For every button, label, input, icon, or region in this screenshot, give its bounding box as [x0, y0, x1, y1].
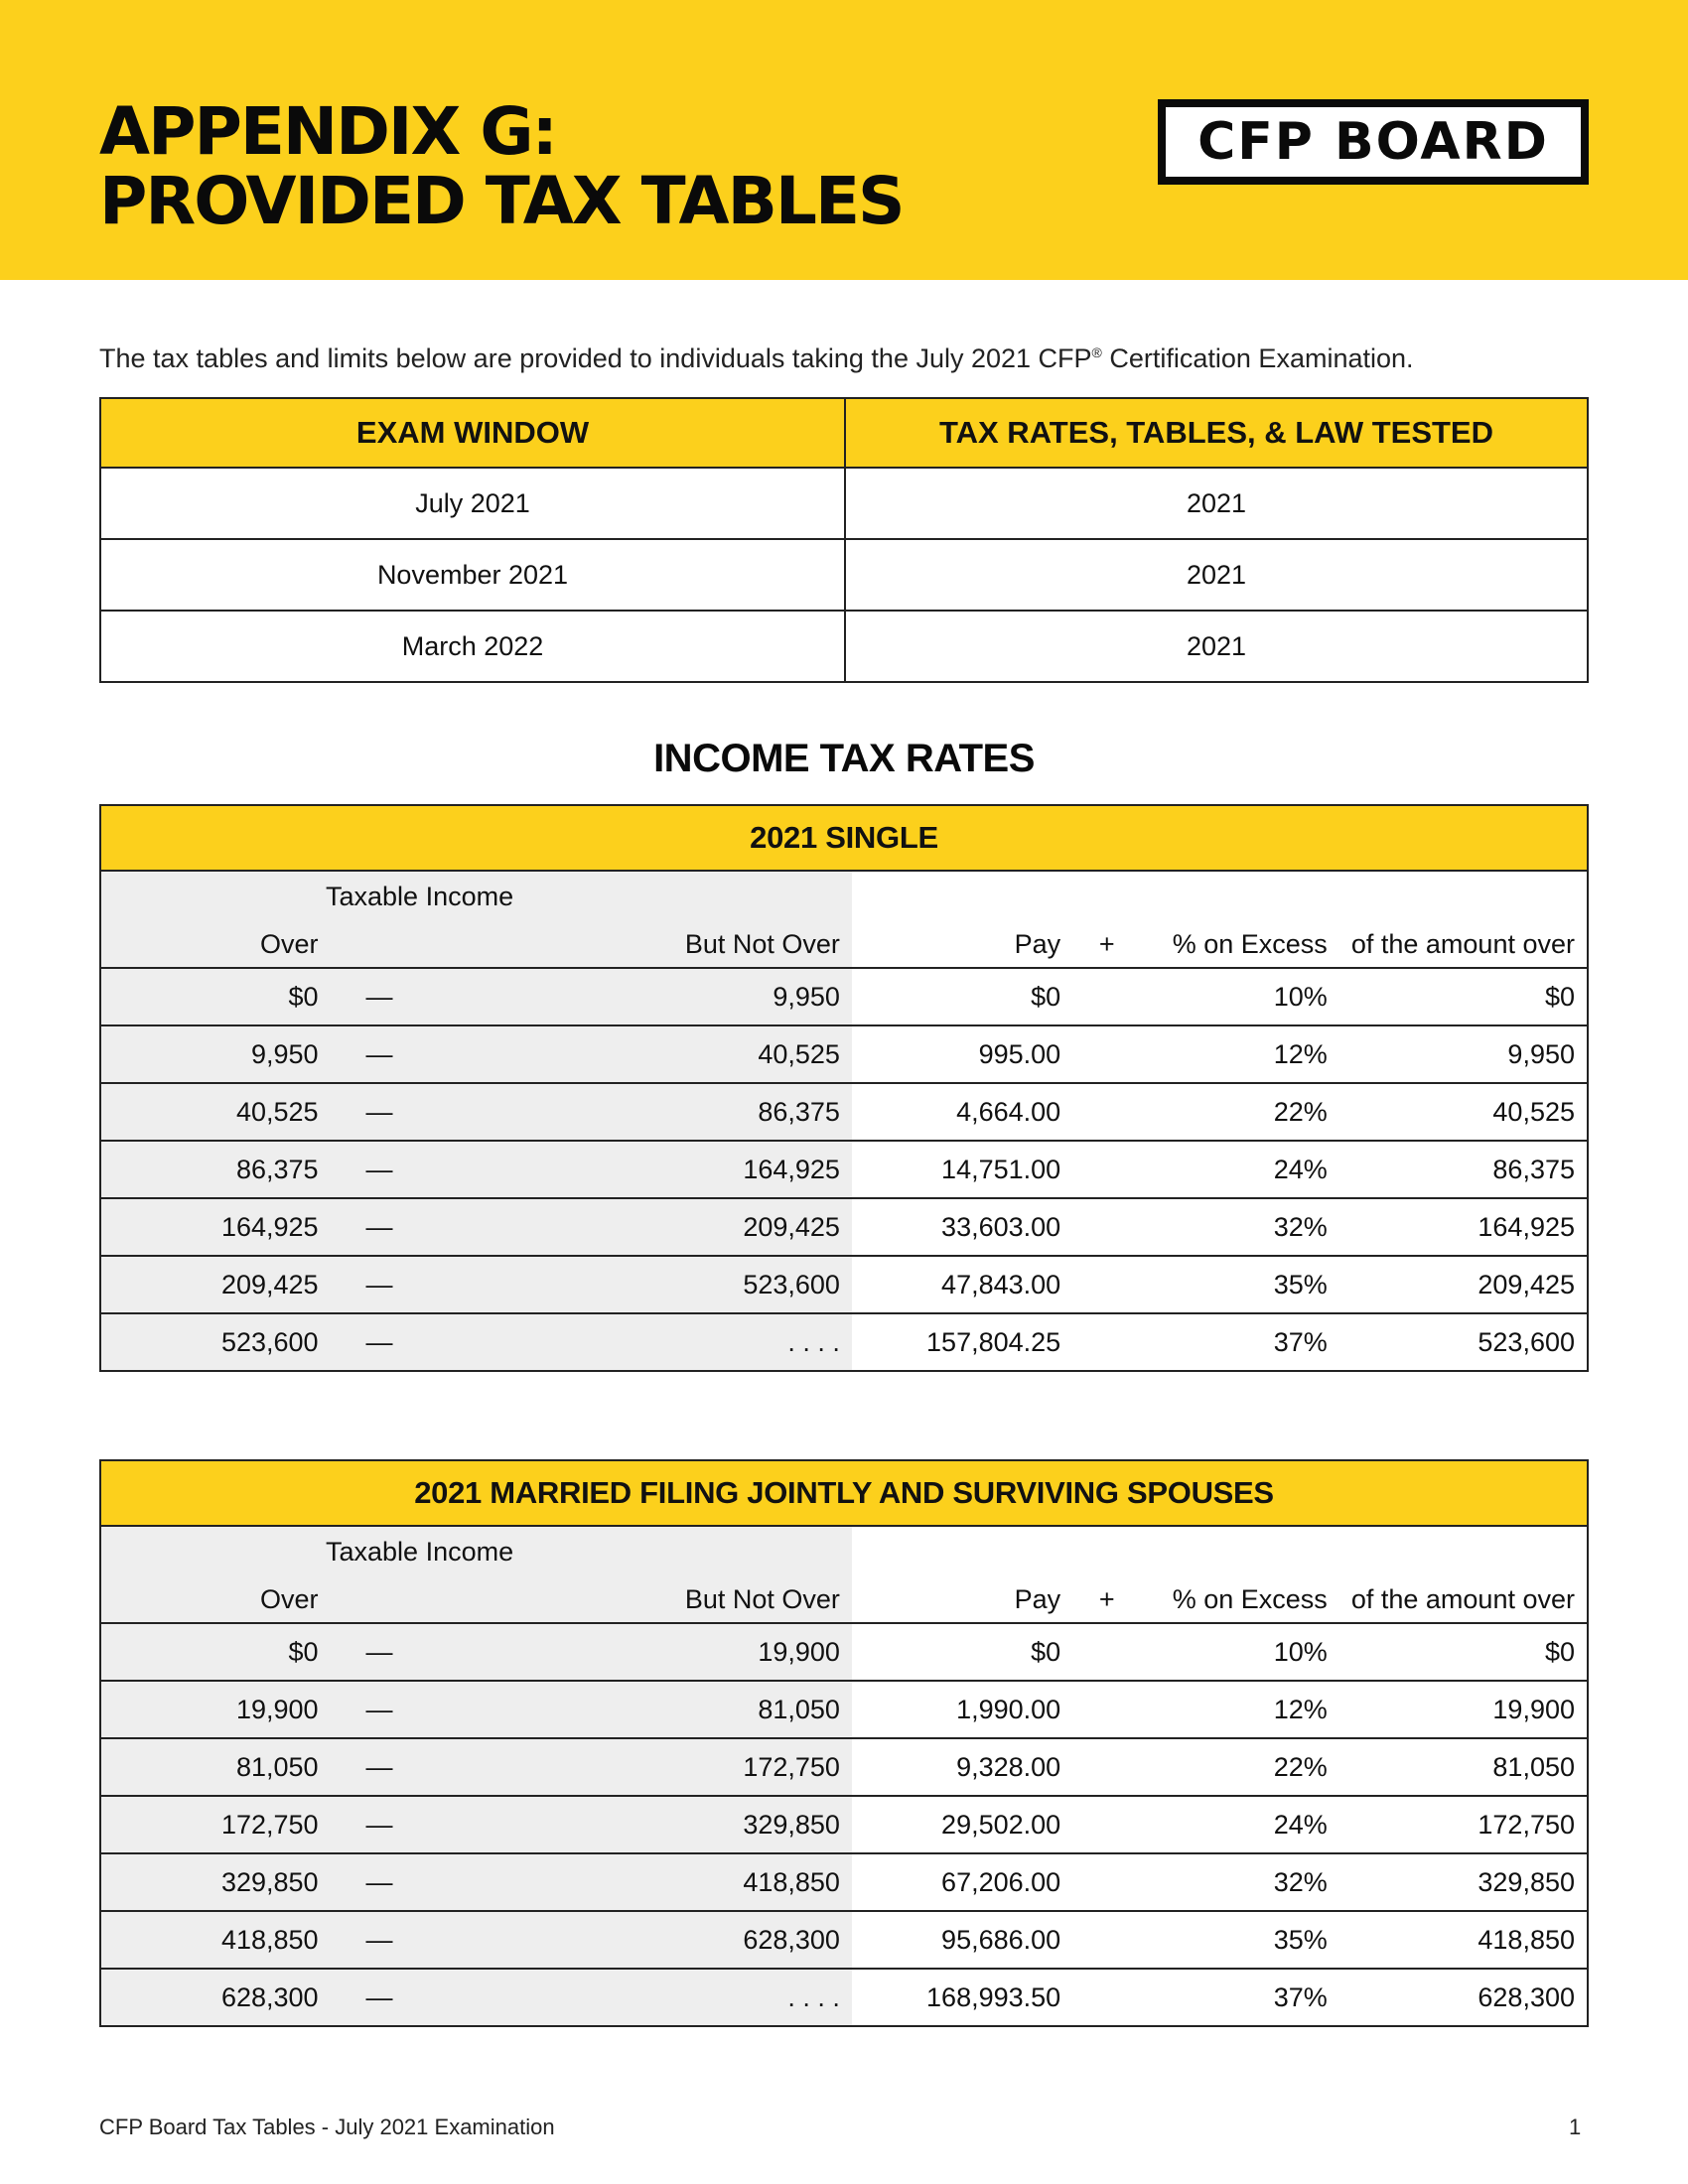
exam-window-cell: March 2022 [100, 611, 845, 682]
plus-cell [1072, 1911, 1141, 1969]
col-header-plus: + [1072, 922, 1141, 968]
plus-cell [1072, 1796, 1141, 1853]
exam-window-cell: November 2021 [100, 539, 845, 611]
pay-cell: 29,502.00 [852, 1796, 1072, 1853]
plus-cell [1072, 1623, 1141, 1681]
but-not-over-cell: 9,950 [428, 968, 851, 1025]
tax-year-cell: 2021 [845, 468, 1588, 539]
registered-mark: ® [1091, 344, 1102, 360]
but-not-over-cell: 19,900 [428, 1623, 851, 1681]
col-header-but-not-over: But Not Over [428, 1577, 851, 1623]
pay-cell: $0 [852, 968, 1072, 1025]
amount-over-cell: 329,850 [1339, 1853, 1588, 1911]
dash-cell: — [331, 1141, 429, 1198]
logo-text: CFP BOARD [1197, 112, 1549, 172]
plus-cell [1072, 1853, 1141, 1911]
table-row [100, 968, 1588, 1025]
table-row [100, 539, 1588, 611]
plus-cell [1072, 1198, 1141, 1256]
header-spacer [852, 871, 1588, 922]
table-row [100, 611, 1588, 682]
but-not-over-cell: 418,850 [428, 1853, 851, 1911]
table-row [100, 1681, 1588, 1738]
percent-cell: 37% [1273, 1326, 1328, 1357]
pay-cell: 14,751.00 [852, 1141, 1072, 1198]
but-not-over-cell: 86,375 [428, 1083, 851, 1141]
percent-cell: 12% [1141, 1025, 1338, 1083]
amount-over-cell: 19,900 [1339, 1681, 1588, 1738]
intro-paragraph [99, 343, 1609, 374]
table-row [100, 1911, 1588, 1969]
table-row [100, 1969, 1588, 2026]
but-not-over-cell: 523,600 [428, 1256, 851, 1313]
percent-cell: 10% [1141, 968, 1338, 1025]
exam-window-header-row [100, 398, 1588, 468]
over-cell: 209,425 [100, 1256, 331, 1313]
pay-cell: 33,603.00 [852, 1198, 1072, 1256]
col-header-over: Over [100, 1577, 331, 1623]
dash-cell: — [331, 1738, 429, 1796]
over-cell: 172,750 [100, 1796, 331, 1853]
over-cell: 418,850 [100, 1911, 331, 1969]
col-header-spacer [331, 1577, 429, 1623]
table-row [100, 1313, 1588, 1371]
married-joint-tax-table [99, 1459, 1589, 2027]
table-row [100, 1623, 1588, 1681]
table-row [100, 1025, 1588, 1083]
plus-cell [1072, 1083, 1141, 1141]
col-header-amount-over: of the amount over [1339, 1577, 1588, 1623]
percent-cell: 10% [1141, 1623, 1338, 1681]
col-header-over: Over [100, 922, 331, 968]
percent-cell: 35% [1141, 1256, 1338, 1313]
table-row [100, 1738, 1588, 1796]
percent-cell: 32% [1141, 1198, 1338, 1256]
over-cell: 523,600 [100, 1313, 331, 1371]
pay-cell: $0 [852, 1623, 1072, 1681]
page-title-line-2: PROVIDED TAX TABLES [99, 163, 904, 239]
dash-cell: — [331, 1256, 429, 1313]
tax-year-cell: 2021 [845, 539, 1588, 611]
col-header-plus: + [1072, 1577, 1141, 1623]
over-cell: $0 [100, 968, 331, 1025]
but-not-over-cell: . . . . [428, 1313, 851, 1371]
over-cell: 86,375 [100, 1141, 331, 1198]
dash-cell: — [331, 1969, 429, 2026]
but-not-over-cell: . . . . [428, 1969, 851, 2026]
amount-over-cell: 418,850 [1339, 1911, 1588, 1969]
percent-cell: 12% [1141, 1681, 1338, 1738]
pay-cell: 157,804.25 [926, 1326, 1061, 1357]
percent-cell: 24% [1141, 1141, 1338, 1198]
but-not-over-cell: 81,050 [428, 1681, 851, 1738]
table-row [100, 1853, 1588, 1911]
plus-cell [1072, 1256, 1141, 1313]
single-tax-table [99, 804, 1589, 1372]
col-header-percent-on-excess: % on Excess [1141, 922, 1338, 968]
but-not-over-cell: 209,425 [428, 1198, 851, 1256]
exam-window-table [99, 397, 1589, 683]
plus-cell [1072, 1141, 1141, 1198]
table-title: 2021 SINGLE [100, 805, 1588, 871]
but-not-over-cell: 628,300 [428, 1911, 851, 1969]
page-number: 1 [1569, 2115, 1582, 2139]
dash-cell: — [331, 1198, 429, 1256]
amount-over-cell: 9,950 [1339, 1025, 1588, 1083]
over-cell: $0 [100, 1623, 331, 1681]
percent-cell: 32% [1141, 1853, 1338, 1911]
intro-text-before: The tax tables and limits below are provided to individuals taking the July 2021 CFP [99, 343, 1092, 373]
dash-cell: — [331, 1681, 429, 1738]
table-row [100, 1256, 1588, 1313]
pay-cell: 9,328.00 [852, 1738, 1072, 1796]
plus-cell [1072, 1313, 1141, 1371]
amount-over-cell: $0 [1339, 968, 1588, 1025]
but-not-over-cell: 164,925 [428, 1141, 851, 1198]
page-title [99, 93, 1092, 239]
table-row [100, 1796, 1588, 1853]
column-header-row [100, 922, 1588, 968]
dash-cell: — [331, 1083, 429, 1141]
taxable-income-label: Taxable Income [100, 871, 852, 922]
exam-window-cell: July 2021 [100, 468, 845, 539]
dash-cell: — [331, 1025, 429, 1083]
col-header-pay: Pay [852, 1577, 1072, 1623]
amount-over-cell: 86,375 [1339, 1141, 1588, 1198]
table-row [100, 1083, 1588, 1141]
col-header-amount-over: of the amount over [1339, 922, 1588, 968]
dash-cell: — [331, 1853, 429, 1911]
percent-cell: 24% [1141, 1796, 1338, 1853]
over-cell: 164,925 [100, 1198, 331, 1256]
cfp-board-logo [1158, 99, 1589, 185]
dash-cell: — [331, 1796, 429, 1853]
pay-cell: 4,664.00 [852, 1083, 1072, 1141]
dash-cell: — [331, 1313, 429, 1371]
percent-cell: 22% [1141, 1738, 1338, 1796]
dash-cell: — [331, 1911, 429, 1969]
footer-title: CFP Board Tax Tables - July 2021 Examination [99, 2115, 555, 2139]
tax-law-tested-header: TAX RATES, TABLES, & LAW TESTED [845, 398, 1588, 468]
pay-cell: 995.00 [852, 1025, 1072, 1083]
over-cell: 81,050 [100, 1738, 331, 1796]
amount-over-cell: 523,600 [1477, 1326, 1575, 1357]
col-header-pay: Pay [852, 922, 1072, 968]
percent-cell: 35% [1141, 1911, 1338, 1969]
col-header-but-not-over: But Not Over [428, 922, 851, 968]
tax-year-cell: 2021 [1186, 630, 1247, 661]
plus-cell [1072, 1025, 1141, 1083]
but-not-over-cell: 40,525 [428, 1025, 851, 1083]
intro-text-after: Certification Examination. [1101, 343, 1414, 373]
over-cell: 19,900 [100, 1681, 331, 1738]
plus-cell [1072, 1738, 1141, 1796]
page-title-line-1: APPENDIX G: [99, 93, 556, 170]
dash-cell: — [331, 968, 429, 1025]
amount-over-cell: 209,425 [1339, 1256, 1588, 1313]
over-cell: 329,850 [100, 1853, 331, 1911]
amount-over-cell: 628,300 [1477, 1981, 1575, 2012]
section-title: INCOME TAX RATES [653, 737, 1035, 780]
plus-cell [1072, 1969, 1141, 2026]
plus-cell [1072, 1681, 1141, 1738]
amount-over-cell: 81,050 [1339, 1738, 1588, 1796]
amount-over-cell: 172,750 [1339, 1796, 1588, 1853]
table-title: 2021 MARRIED FILING JOINTLY AND SURVIVING SPOUSES [100, 1460, 1588, 1526]
col-header-spacer [331, 922, 429, 968]
pay-cell: 1,990.00 [852, 1681, 1072, 1738]
table-row [100, 1198, 1588, 1256]
amount-over-cell: $0 [1339, 1623, 1588, 1681]
pay-cell: 47,843.00 [852, 1256, 1072, 1313]
header-spacer [852, 1526, 1588, 1577]
pay-cell: 168,993.50 [926, 1981, 1061, 2012]
dash-cell: — [331, 1623, 429, 1681]
col-header-percent-on-excess: % on Excess [1141, 1577, 1338, 1623]
taxable-income-label: Taxable Income [100, 1526, 852, 1577]
over-cell: 40,525 [100, 1083, 331, 1141]
percent-cell: 37% [1273, 1981, 1328, 2012]
amount-over-cell: 164,925 [1339, 1198, 1588, 1256]
column-header-row [100, 1577, 1588, 1623]
pay-cell: 67,206.00 [852, 1853, 1072, 1911]
pay-cell: 95,686.00 [852, 1911, 1072, 1969]
exam-window-header: EXAM WINDOW [100, 398, 845, 468]
over-cell: 628,300 [100, 1969, 331, 2026]
table-row [100, 1141, 1588, 1198]
table-row [100, 468, 1588, 539]
percent-cell: 22% [1141, 1083, 1338, 1141]
plus-cell [1072, 968, 1141, 1025]
but-not-over-cell: 329,850 [428, 1796, 851, 1853]
over-cell: 9,950 [100, 1025, 331, 1083]
but-not-over-cell: 172,750 [428, 1738, 851, 1796]
amount-over-cell: 40,525 [1339, 1083, 1588, 1141]
